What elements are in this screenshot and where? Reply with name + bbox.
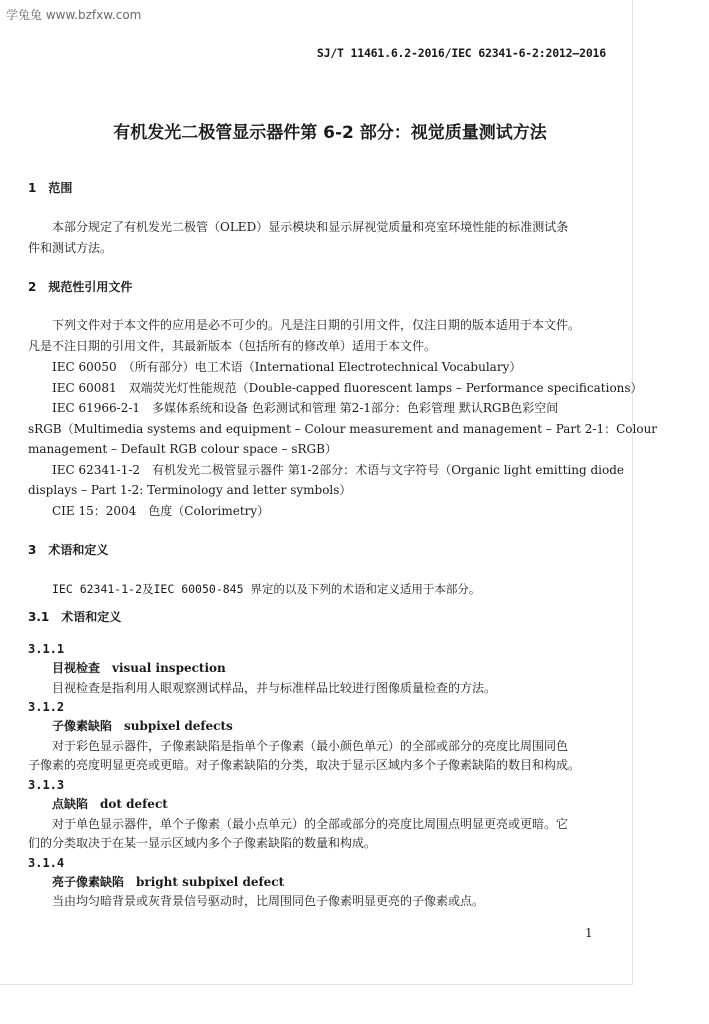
term-number: 3.1.4 [28,856,65,870]
document-title: 有机发光二极管显示器件第 6-2 部分：视觉质量测试方法 [113,123,547,143]
reference-iec-62341-cont: displays – Part 1-2: Terminology and letter symbols） [28,483,352,497]
term-definition-line: 目视检查是指利用人眼观察测试样品，并与标准样品比较进行图像质量检查的方法。 [52,681,497,695]
page-edge-bottom [0,984,633,985]
reference-iec-61966: IEC 61966-2-1 多媒体系统和设备 色彩测试和管理 第2-1部分：色彩管理 默认RGB色彩空间 [52,401,559,415]
page-number: 1 [585,926,593,940]
term-number: 3.1.2 [28,700,65,714]
section-1-heading: 1 范围 [28,181,73,195]
term-definition-line: 当由均匀暗背景或灰背景信号驱动时，比周围同色子像素明显更亮的子像素或点。 [52,894,485,908]
reference-iec-62341: IEC 62341-1-2 有机发光二极管显示器件 第1-2部分：术语与文字符号（Organic light emitting diode [52,463,624,477]
section-2-heading: 2 规范性引用文件 [28,280,133,294]
term-number: 3.1.1 [28,642,65,656]
reference-iec-60081: IEC 60081 双端荧光灯性能规范（Double-capped fluorescent lamps – Performance specifications） [52,381,643,395]
reference-iec-61966-cont: management – Default RGB colour space – sRGB） [28,442,337,456]
term-definition-line: 对于单色显示器件，单个子像素（最小点单元）的全部或部分的亮度比周围点明显更亮或更暗。它 [52,817,569,831]
term-title: 亮子像素缺陷 bright subpixel defect [52,875,285,889]
section-3-heading: 3 术语和定义 [28,543,109,557]
term-title: 点缺陷 dot defect [52,797,168,811]
page-edge-right [632,0,633,985]
term-definition-line: 子像素的亮度明显更亮或更暗。对子像素缺陷的分类，取决于显示区域内多个子像素缺陷的数目和构成。 [28,758,581,772]
site-watermark: 学兔兔 www.bzfxw.com [6,8,142,22]
section-2-intro-line: 下列文件对于本文件的应用是必不可少的。凡是注日期的引用文件，仅注日期的版本适用于本文件。 [52,318,581,332]
subsection-3-1-heading: 3.1 术语和定义 [28,610,122,624]
standard-number: SJ/T 11461.6.2-2016/IEC 62341-6-2:2012—2016 [316,46,606,60]
term-title: 目视检查 visual inspection [52,661,226,675]
term-definition-line: 对于彩色显示器件，子像素缺陷是指单个子像素（最小颜色单元）的全部或部分的亮度比周围同色 [52,739,569,753]
reference-iec-60050: IEC 60050 （所有部分）电工术语（International Electrotechnical Vocabulary） [52,360,522,374]
reference-iec-61966-cont: sRGB（Multimedia systems and equipment – Colour measurement and management – Part 2-1：Colour [28,422,658,436]
section-1-paragraph-line: 本部分规定了有机发光二极管（OLED）显示模块和显示屏视觉质量和亮室环境性能的标准测试条 [52,220,569,234]
term-title: 子像素缺陷 subpixel defects [52,719,233,733]
section-2-intro-line: 凡是不注日期的引用文件，其最新版本（包括所有的修改单）适用于本文件。 [28,339,437,353]
section-3-intro: IEC 62341-1-2及IEC 60050-845 界定的以及下列的术语和定义适用于本部分。 [52,582,481,596]
reference-cie-15: CIE 15：2004 色度（Colorimetry） [52,504,270,518]
term-definition-line: 们的分类取决于在某一显示区域内多个子像素缺陷的数量和构成。 [28,836,377,850]
section-1-paragraph-line: 件和测试方法。 [28,241,113,255]
term-number: 3.1.3 [28,778,65,792]
